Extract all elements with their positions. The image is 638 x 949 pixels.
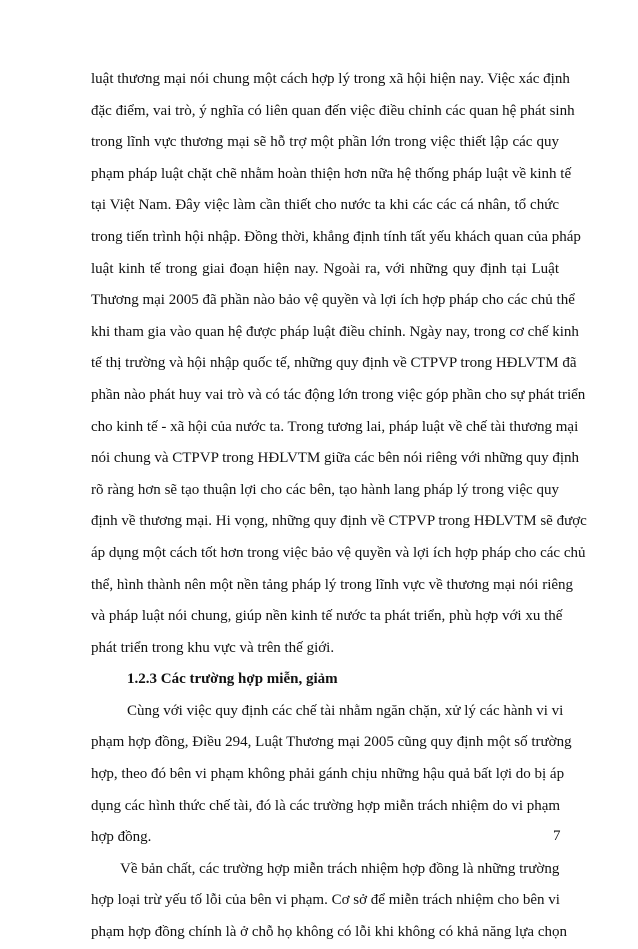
paragraph-line: tế thị trường và hội nhập quốc tế, những quy định về CTPVP trong HĐLVTM đã xyxy=(91,355,577,372)
paragraph-line: định về thương mại. Hi vọng, những quy định về CTPVP trong HĐLVTM sẽ được xyxy=(91,513,587,530)
paragraph-line: rõ ràng hơn sẽ tạo thuận lợi cho các bên, tạo hành lang pháp lý trong việc quy xyxy=(91,481,559,498)
paragraph-line: trong lĩnh vực thương mại sẽ hỗ trợ một phần lớn trong việc thiết lập các quy xyxy=(91,134,559,151)
paragraph-line: phát triển trong khu vực và trên thế giới. xyxy=(91,639,335,656)
paragraph-line: thể, hình thành nên một nền tảng pháp lý trong lĩnh vực về thương mại nói riêng xyxy=(91,576,574,593)
paragraph-line: cho kinh tế - xã hội của nước ta. Trong tương lai, pháp luật về chế tài thương mại xyxy=(91,418,579,435)
section-heading: 1.2.3 Các trường hợp miễn, giảm xyxy=(127,671,338,688)
paragraph-line: luật thương mại nói chung một cách hợp lý trong xã hội hiện nay. Việc xác định xyxy=(91,71,570,87)
paragraph-line: hợp đồng. xyxy=(91,829,152,846)
paragraph-line: đặc điểm, vai trò, ý nghĩa có liên quan đến việc điều chỉnh các quan hệ phát sinh xyxy=(91,102,575,119)
document-body xyxy=(91,64,587,949)
paragraph-line: hợp loại trừ yếu tố lỗi của bên vi phạm. Cơ sở để miễn trách nhiệm cho bên vi xyxy=(91,892,560,909)
page-number: 7 xyxy=(553,828,561,844)
paragraph-line: luật kinh tế trong giai đoạn hiện nay. Ngoài ra, với những quy định tại Luật xyxy=(91,260,559,277)
paragraph-line: nói chung và CTPVP trong HĐLVTM giữa các bên nói riêng với những quy định xyxy=(91,450,580,467)
paragraph-line: tại Việt Nam. Đây việc làm cần thiết cho nước ta khi các các cá nhân, tổ chức xyxy=(91,197,559,214)
paragraph-line: dụng các hình thức chế tài, đó là các trường hợp miễn trách nhiệm do vi phạm xyxy=(91,797,561,814)
paragraph-line: phần nào phát huy vai trò và có tác động lớn trong việc góp phần cho sự phát triển xyxy=(91,386,586,403)
paragraph-line: và pháp luật nói chung, giúp nền kinh tế nước ta phát triển, phù hợp với xu thế xyxy=(91,608,563,625)
paragraph-line: Thương mại 2005 đã phần nào bảo vệ quyền và lợi ích hợp pháp cho các chủ thể xyxy=(91,292,575,309)
paragraph-line: phạm hợp đồng chính là ở chỗ họ không có lỗi khi không có khả năng lựa chọn xyxy=(91,924,567,941)
paragraph-line: áp dụng một cách tốt hơn trong việc bảo vệ quyền và lợi ích hợp pháp cho các chủ xyxy=(91,544,586,561)
paragraph-line: phạm hợp đồng, Điều 294, Luật Thương mại 2005 cũng quy định một số trường xyxy=(91,734,572,751)
paragraph-line: khi tham gia vào quan hệ được pháp luật điều chỉnh. Ngày nay, trong cơ chế kinh xyxy=(91,323,579,340)
paragraph-line: phạm pháp luật chặt chẽ nhằm hoàn thiện hơn nữa hệ thống pháp luật về kinh tế xyxy=(91,165,572,182)
paragraph-line: Cùng với việc quy định các chế tài nhằm ngăn chặn, xử lý các hành vi vi xyxy=(127,702,564,719)
paragraph-line: hợp, theo đó bên vi phạm không phải gánh chịu những hậu quả bất lợi do bị áp xyxy=(91,766,565,783)
paragraph-line: trong tiến trình hội nhập. Đồng thời, khẳng định tính tất yếu khách quan của pháp xyxy=(91,228,581,245)
paragraph-line: Về bản chất, các trường hợp miễn trách nhiệm hợp đồng là những trường xyxy=(120,860,560,877)
